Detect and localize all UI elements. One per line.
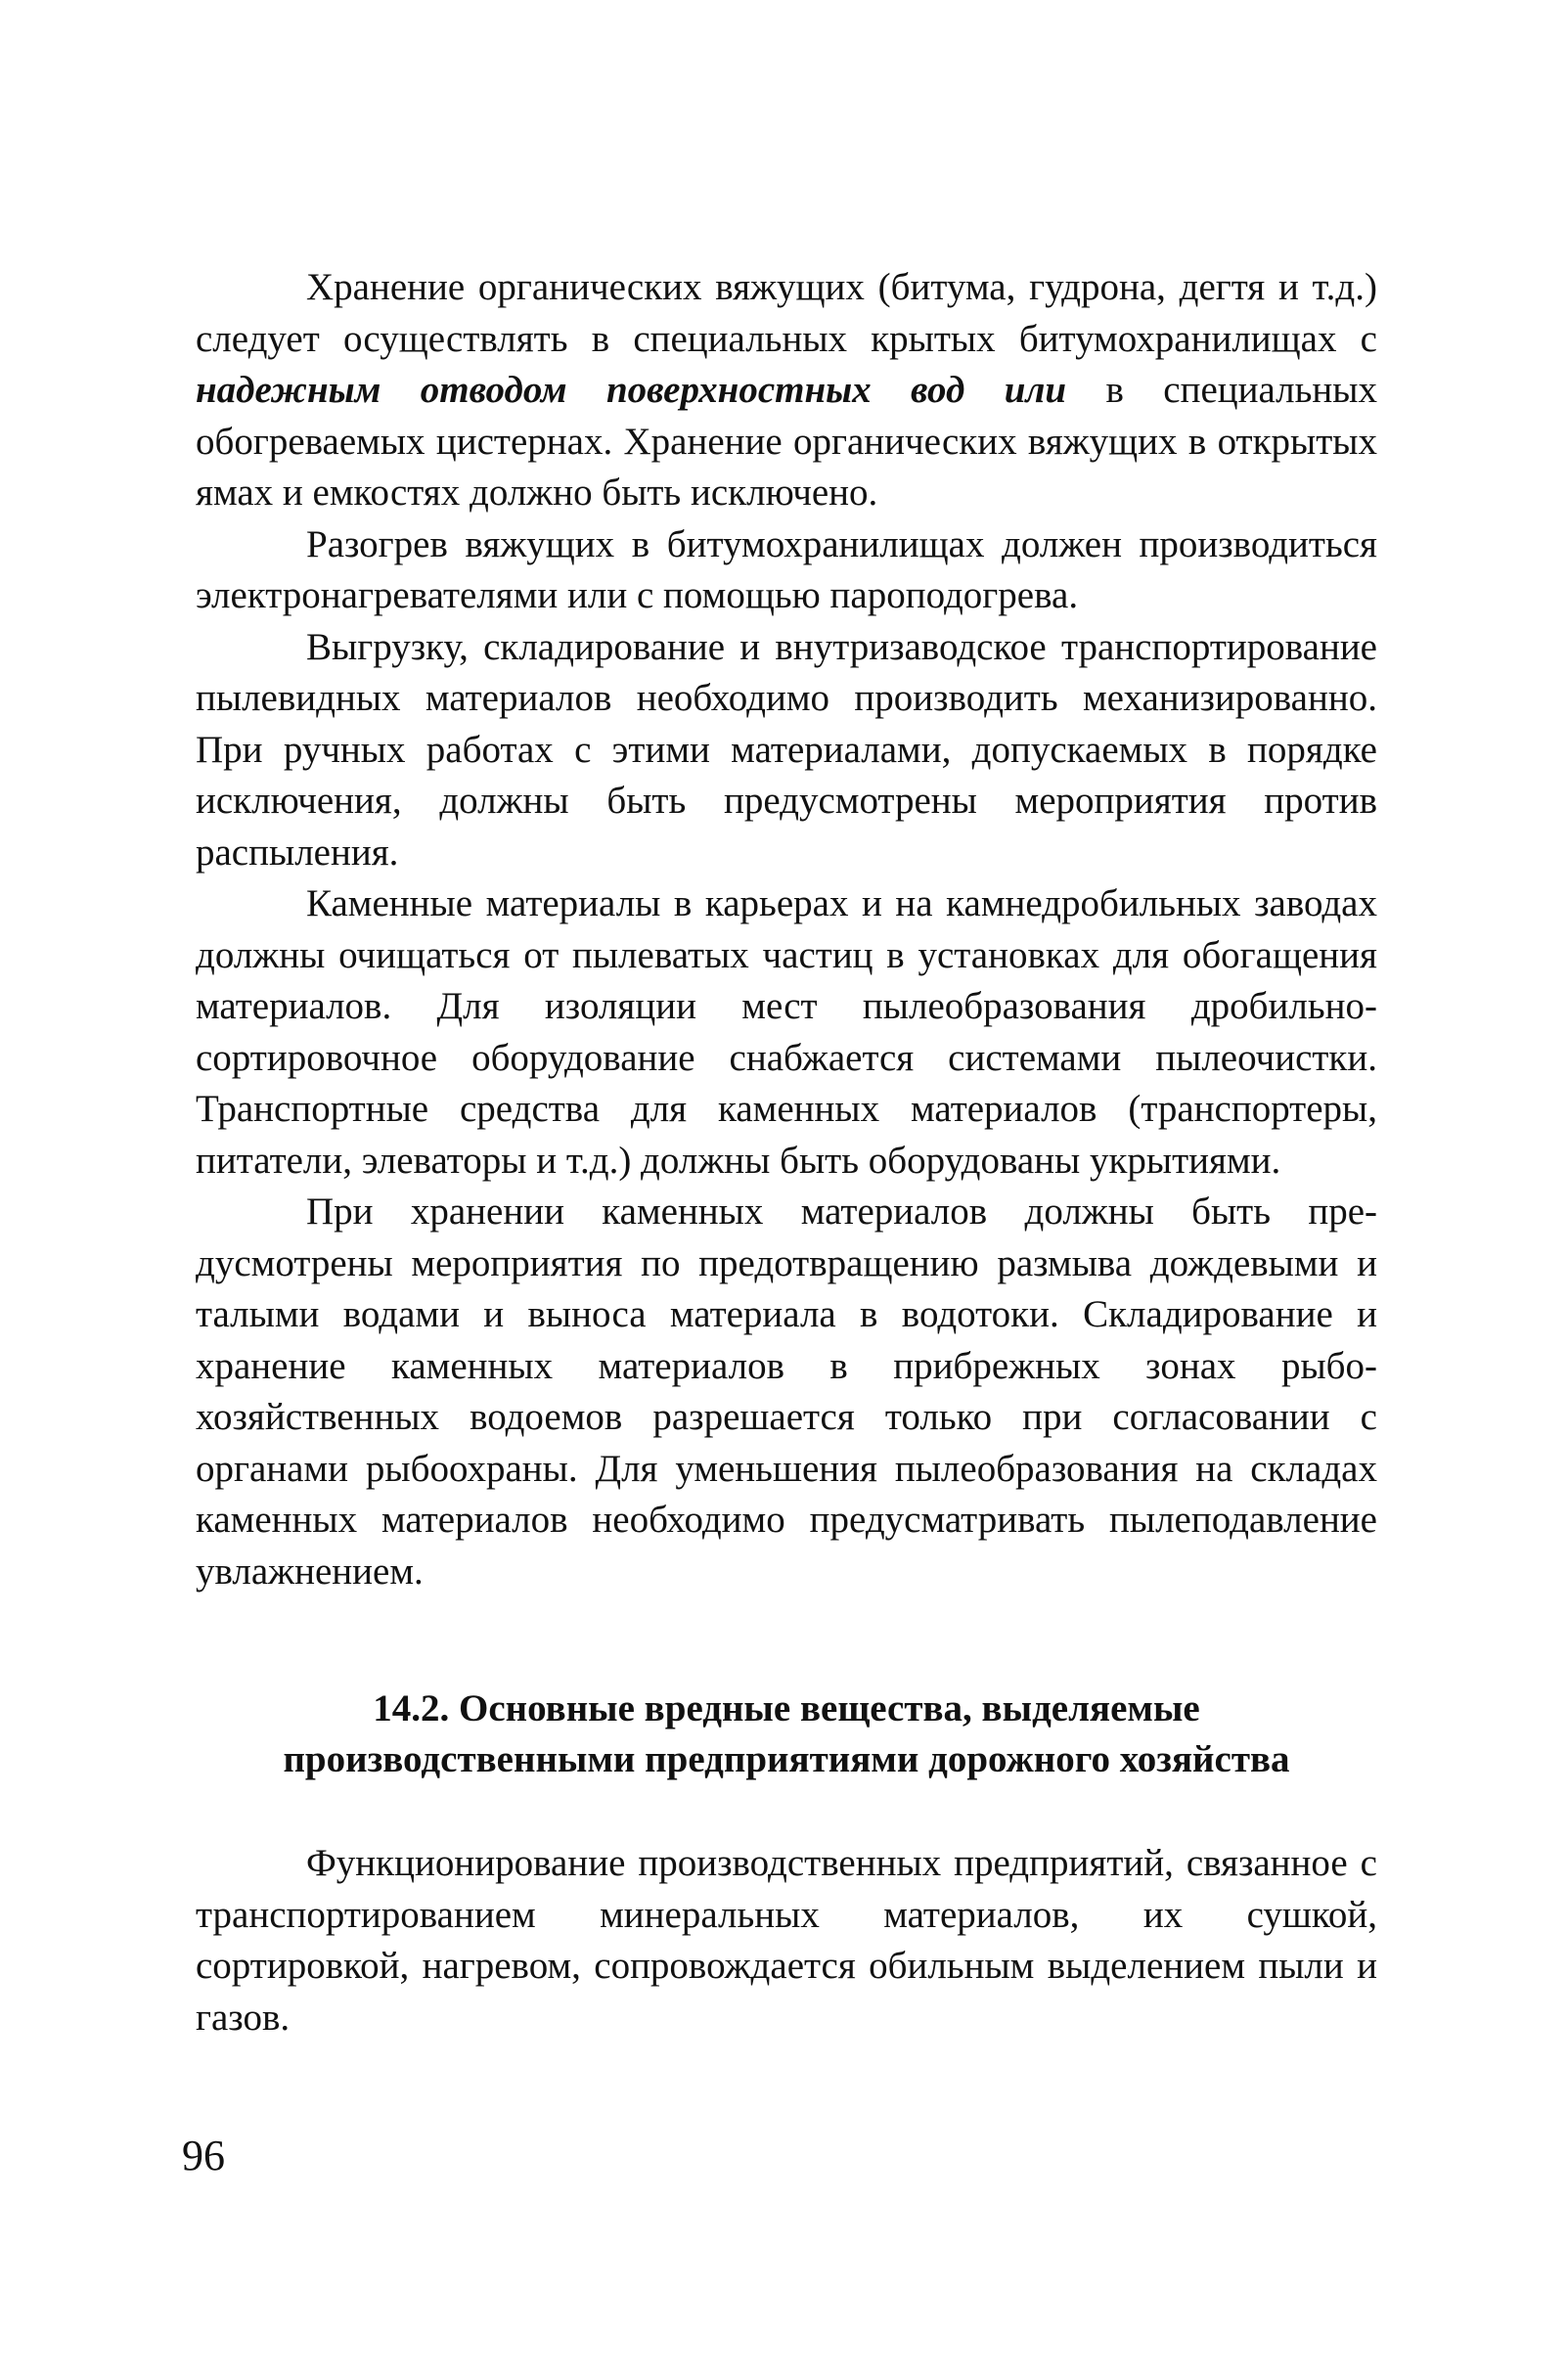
paragraph-powder-materials: Выгрузку, складирование и внутризаводское транспортирование пылевидных материалов необходимо производить механизированно. При ручных работах с этими материалами, допускаемых в порядке исключения, должны быть предусмотрены мероприятия против распыления. [196, 625, 1377, 874]
paragraph-heating: Разогрев вяжущих в битумохранилищах должен производиться электронагревателями или с помощью пароподогрева. [196, 522, 1377, 616]
section-heading-line-1: 14.2. Основные вредные вещества, выделяемые [373, 1687, 1200, 1729]
spacer [196, 1785, 1377, 1838]
paragraph-1-text-end: в специальных обогреваемых цистернах. Хранение органических вяжущих в открытых ямах и емкостях должно быть исключено. [196, 369, 1377, 514]
paragraph-stone-storage: При хранении каменных материалов должны быть предусмотрены мероприятия по предотвращению размыва дождевыми и талыми водами и выноса материала в водотоки. Складирование и хранение каменных материалов в прибрежных зонах рыбохозяйственных водоемов разрешается только при согласовании с органами рыбоохраны. Для уменьшения пылеобразования на складах каменных материалов необходимо предусматривать пылеподавление увлажнением. [196, 1190, 1377, 1593]
paragraph-1-emphasis: надежным отводом поверхностных вод или [196, 369, 1067, 411]
paragraph-1-text-start: Хранение органических вяжущих (битума, гудрона, дегтя и т.д.) следует осуществлять в специальных крытых битумохранилищах с [196, 266, 1377, 360]
paragraph-production-emissions: Функционирование производственных предприятий, связанное с транспортированием минеральных материалов, их сушкой, сортировкой, нагревом, сопровождается обильным выделением пыли и газов. [196, 1842, 1377, 2039]
page-number: 96 [182, 2132, 225, 2179]
paragraph-bitumen-storage [196, 262, 1377, 519]
section-heading [196, 1684, 1377, 1785]
section-heading-line-2: производственными предприятиями дорожного хозяйства [283, 1738, 1290, 1780]
paragraph-stone-materials: Каменные материалы в карьерах и на камнедробильных заводах должны очищаться от пылеватых частиц в установках для обогащения материалов. Для изоляции мест пылеобразования дробильно-сортировочное оборудование снабжается системами пылеочистки. Транспортные средства для каменных материалов (транспортеры, питатели, элеваторы и т.д.) должны быть оборудованы укрытиями. [196, 882, 1377, 1182]
page-body [196, 262, 1377, 2043]
